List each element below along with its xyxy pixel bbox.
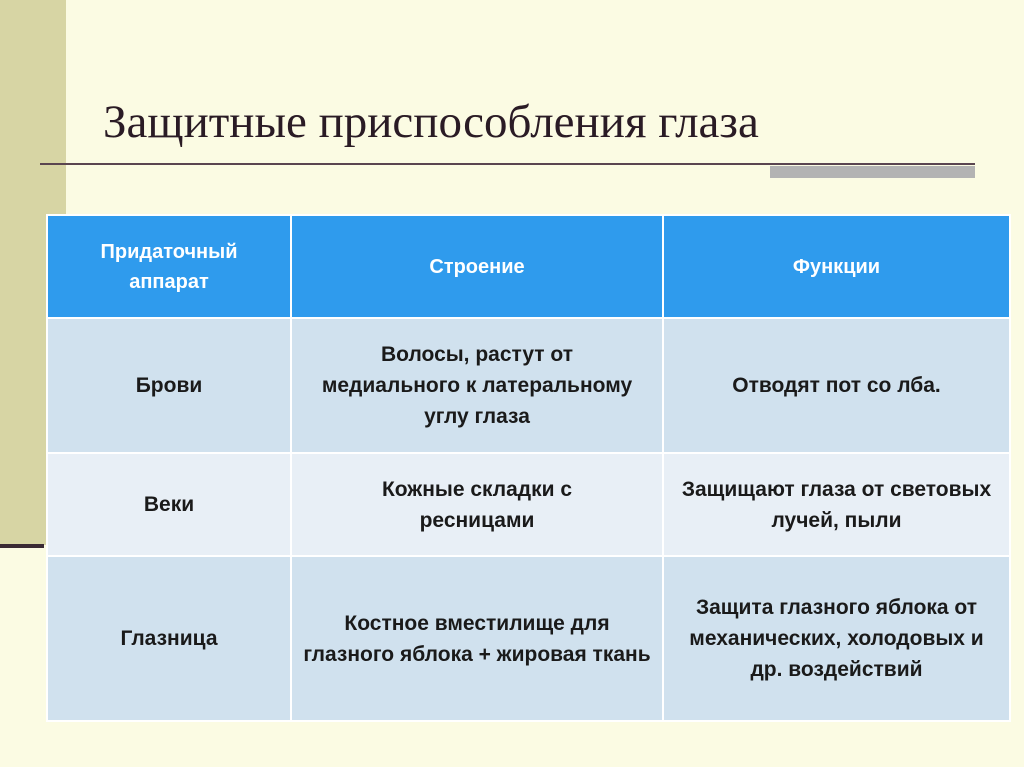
cell-structure: Костное вместилище для глазного яблока + жировая ткань — [291, 556, 663, 721]
cell-structure: Кожные складки с ресницами — [291, 453, 663, 556]
table-row — [47, 318, 1010, 453]
cell-structure: Волосы, растут от медиального к латеральному углу глаза — [291, 318, 663, 453]
title-underline — [40, 163, 975, 165]
header-accessory-apparatus: Придаточный аппарат — [47, 215, 291, 318]
cell-function: Отводят пот со лба. — [663, 318, 1010, 453]
cell-function: Защита глазного яблока от механических, холодовых и др. воздействий — [663, 556, 1010, 721]
table-row — [47, 556, 1010, 721]
title-underline-shadow — [770, 166, 975, 178]
header-functions: Функции — [663, 215, 1010, 318]
table-row — [47, 453, 1010, 556]
slide-title: Защитные приспособления глаза — [103, 96, 759, 148]
table-header-row — [47, 215, 1010, 318]
cell-apparatus: Глазница — [47, 556, 291, 721]
cell-apparatus: Веки — [47, 453, 291, 556]
side-accent-line — [0, 544, 44, 548]
cell-function: Защищают глаза от световых лучей, пыли — [663, 453, 1010, 556]
header-structure: Строение — [291, 215, 663, 318]
cell-apparatus: Брови — [47, 318, 291, 453]
eye-protection-table — [46, 214, 1011, 722]
